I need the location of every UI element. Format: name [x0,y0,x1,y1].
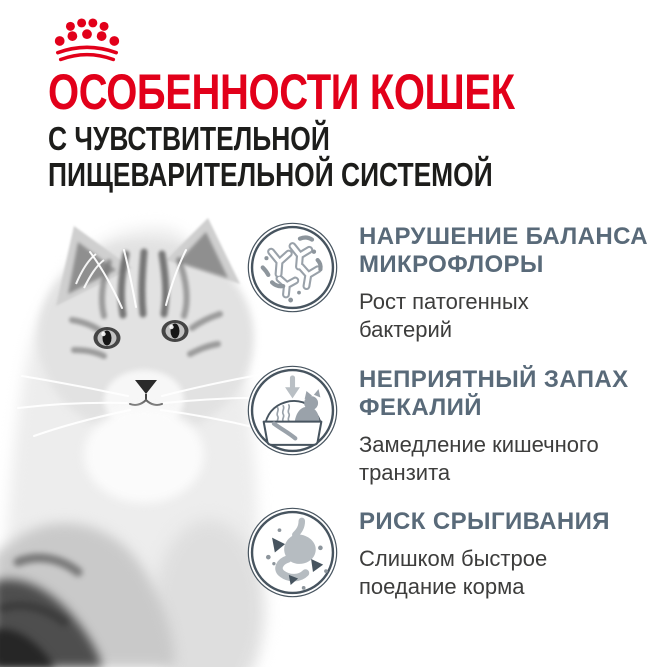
page-subtitle [48,121,493,193]
feature-title-line: МИКРОФЛОРЫ [359,251,544,278]
feature-title-line: НАРУШЕНИЕ БАЛАНСА [359,223,648,250]
subtitle-line: С ЧУВСТВИТЕЛЬНОЙ [48,120,330,157]
stomach-digestion-icon [246,506,339,599]
bacteria-microflora-icon [246,221,339,314]
feature-description [359,545,610,601]
feature-row-odor [246,364,629,487]
feature-text [359,221,648,344]
feature-title [359,508,610,536]
feature-title-line: ФЕКАЛИЙ [359,394,482,421]
feature-description-line: поедание корма [359,574,525,599]
feature-row-microflora [246,221,648,344]
page-title: ОСОБЕННОСТИ КОШЕК [48,64,515,120]
feature-description [359,288,648,344]
feature-description [359,431,629,487]
feature-description-line: Слишком быстрое [359,546,548,571]
feature-description-line: Замедление кишечного [359,432,599,457]
feature-text [359,506,610,601]
royal-canin-crown-icon [48,16,126,64]
feature-description-line: транзита [359,460,451,485]
feature-title-line: РИСК СРЫГИВАНИЯ [359,508,610,535]
cat-litterbox-odor-icon [246,364,339,457]
feature-title [359,223,648,279]
feature-title-line: НЕПРИЯТНЫЙ ЗАПАХ [359,366,629,393]
subtitle-line: ПИЩЕВАРИТЕЛЬНОЙ СИСТЕМОЙ [48,156,493,193]
feature-text [359,364,629,487]
feature-title [359,366,629,422]
feature-description-line: Рост патогенных [359,289,529,314]
feature-row-regurgitation [246,506,610,601]
feature-description-line: бактерий [359,317,453,342]
